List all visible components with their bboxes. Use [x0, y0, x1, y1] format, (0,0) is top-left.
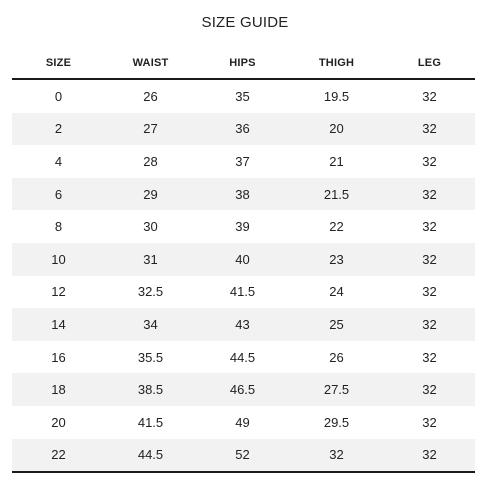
cell-thigh: 24: [329, 284, 344, 300]
cell-leg: 32: [422, 316, 437, 332]
table-header: [12, 47, 475, 80]
table-row: [12, 145, 475, 178]
size-guide-title: SIZE GUIDE: [201, 14, 289, 31]
cell-size: 12: [51, 284, 66, 300]
cell-hips: 37: [235, 153, 250, 169]
cell-thigh: 21: [329, 153, 344, 169]
table-row: [12, 178, 475, 211]
cell-size: 22: [51, 447, 66, 463]
cell-waist: 35.5: [137, 349, 164, 365]
cell-leg: 32: [422, 382, 437, 398]
cell-waist: 44.5: [137, 447, 164, 463]
table-row: [12, 308, 475, 341]
cell-hips: 35: [235, 88, 250, 104]
cell-leg: 32: [422, 219, 437, 235]
cell-hips: 46.5: [229, 382, 256, 398]
cell-thigh: 26: [329, 349, 344, 365]
cell-size: 14: [51, 316, 66, 332]
cell-leg: 32: [422, 251, 437, 267]
cell-size: 6: [54, 186, 63, 202]
cell-waist: 30: [143, 219, 158, 235]
cell-hips: 43: [235, 316, 250, 332]
column-header-leg: LEG: [417, 56, 442, 69]
cell-leg: 32: [422, 121, 437, 137]
table-row: [12, 113, 475, 146]
table-row: [12, 373, 475, 406]
cell-waist: 38.5: [137, 382, 164, 398]
table-row: [12, 80, 475, 113]
cell-waist: 34: [143, 316, 158, 332]
column-header-thigh: THIGH: [318, 56, 355, 69]
table-row: [12, 406, 475, 439]
table-row: [12, 210, 475, 243]
cell-leg: 32: [422, 447, 437, 463]
cell-thigh: 23: [329, 251, 344, 267]
cell-size: 8: [54, 219, 63, 235]
size-guide-table: [12, 47, 475, 473]
cell-thigh: 25: [329, 316, 344, 332]
table-row: [12, 276, 475, 309]
column-header-hips: HIPS: [229, 56, 256, 69]
cell-hips: 52: [235, 447, 250, 463]
cell-leg: 32: [422, 349, 437, 365]
column-header-waist: WAIST: [132, 56, 169, 69]
cell-waist: 29: [143, 186, 158, 202]
cell-hips: 40: [235, 251, 250, 267]
table-row: [12, 341, 475, 374]
cell-thigh: 29.5: [323, 414, 350, 430]
cell-size: 16: [51, 349, 66, 365]
table-row: [12, 439, 475, 474]
table-row: [12, 243, 475, 276]
cell-size: 4: [54, 153, 63, 169]
cell-thigh: 19.5: [323, 88, 350, 104]
cell-thigh: 22: [329, 219, 344, 235]
cell-size: 10: [51, 251, 66, 267]
cell-hips: 38: [235, 186, 250, 202]
cell-thigh: 20: [329, 121, 344, 137]
cell-hips: 44.5: [229, 349, 256, 365]
column-header-size: SIZE: [45, 56, 72, 69]
cell-size: 20: [51, 414, 66, 430]
cell-size: 0: [54, 88, 63, 104]
cell-leg: 32: [422, 88, 437, 104]
cell-leg: 32: [422, 153, 437, 169]
cell-waist: 32.5: [137, 284, 164, 300]
cell-thigh: 27.5: [323, 382, 350, 398]
cell-waist: 28: [143, 153, 158, 169]
cell-thigh: 21.5: [323, 186, 350, 202]
cell-thigh: 32: [329, 447, 344, 463]
cell-hips: 36: [235, 121, 250, 137]
cell-leg: 32: [422, 186, 437, 202]
cell-size: 18: [51, 382, 66, 398]
cell-waist: 41.5: [137, 414, 164, 430]
cell-size: 2: [54, 121, 63, 137]
cell-waist: 31: [143, 251, 158, 267]
cell-waist: 27: [143, 121, 158, 137]
cell-waist: 26: [143, 88, 158, 104]
cell-hips: 41.5: [229, 284, 256, 300]
cell-hips: 49: [235, 414, 250, 430]
cell-hips: 39: [235, 219, 250, 235]
cell-leg: 32: [422, 284, 437, 300]
cell-leg: 32: [422, 414, 437, 430]
